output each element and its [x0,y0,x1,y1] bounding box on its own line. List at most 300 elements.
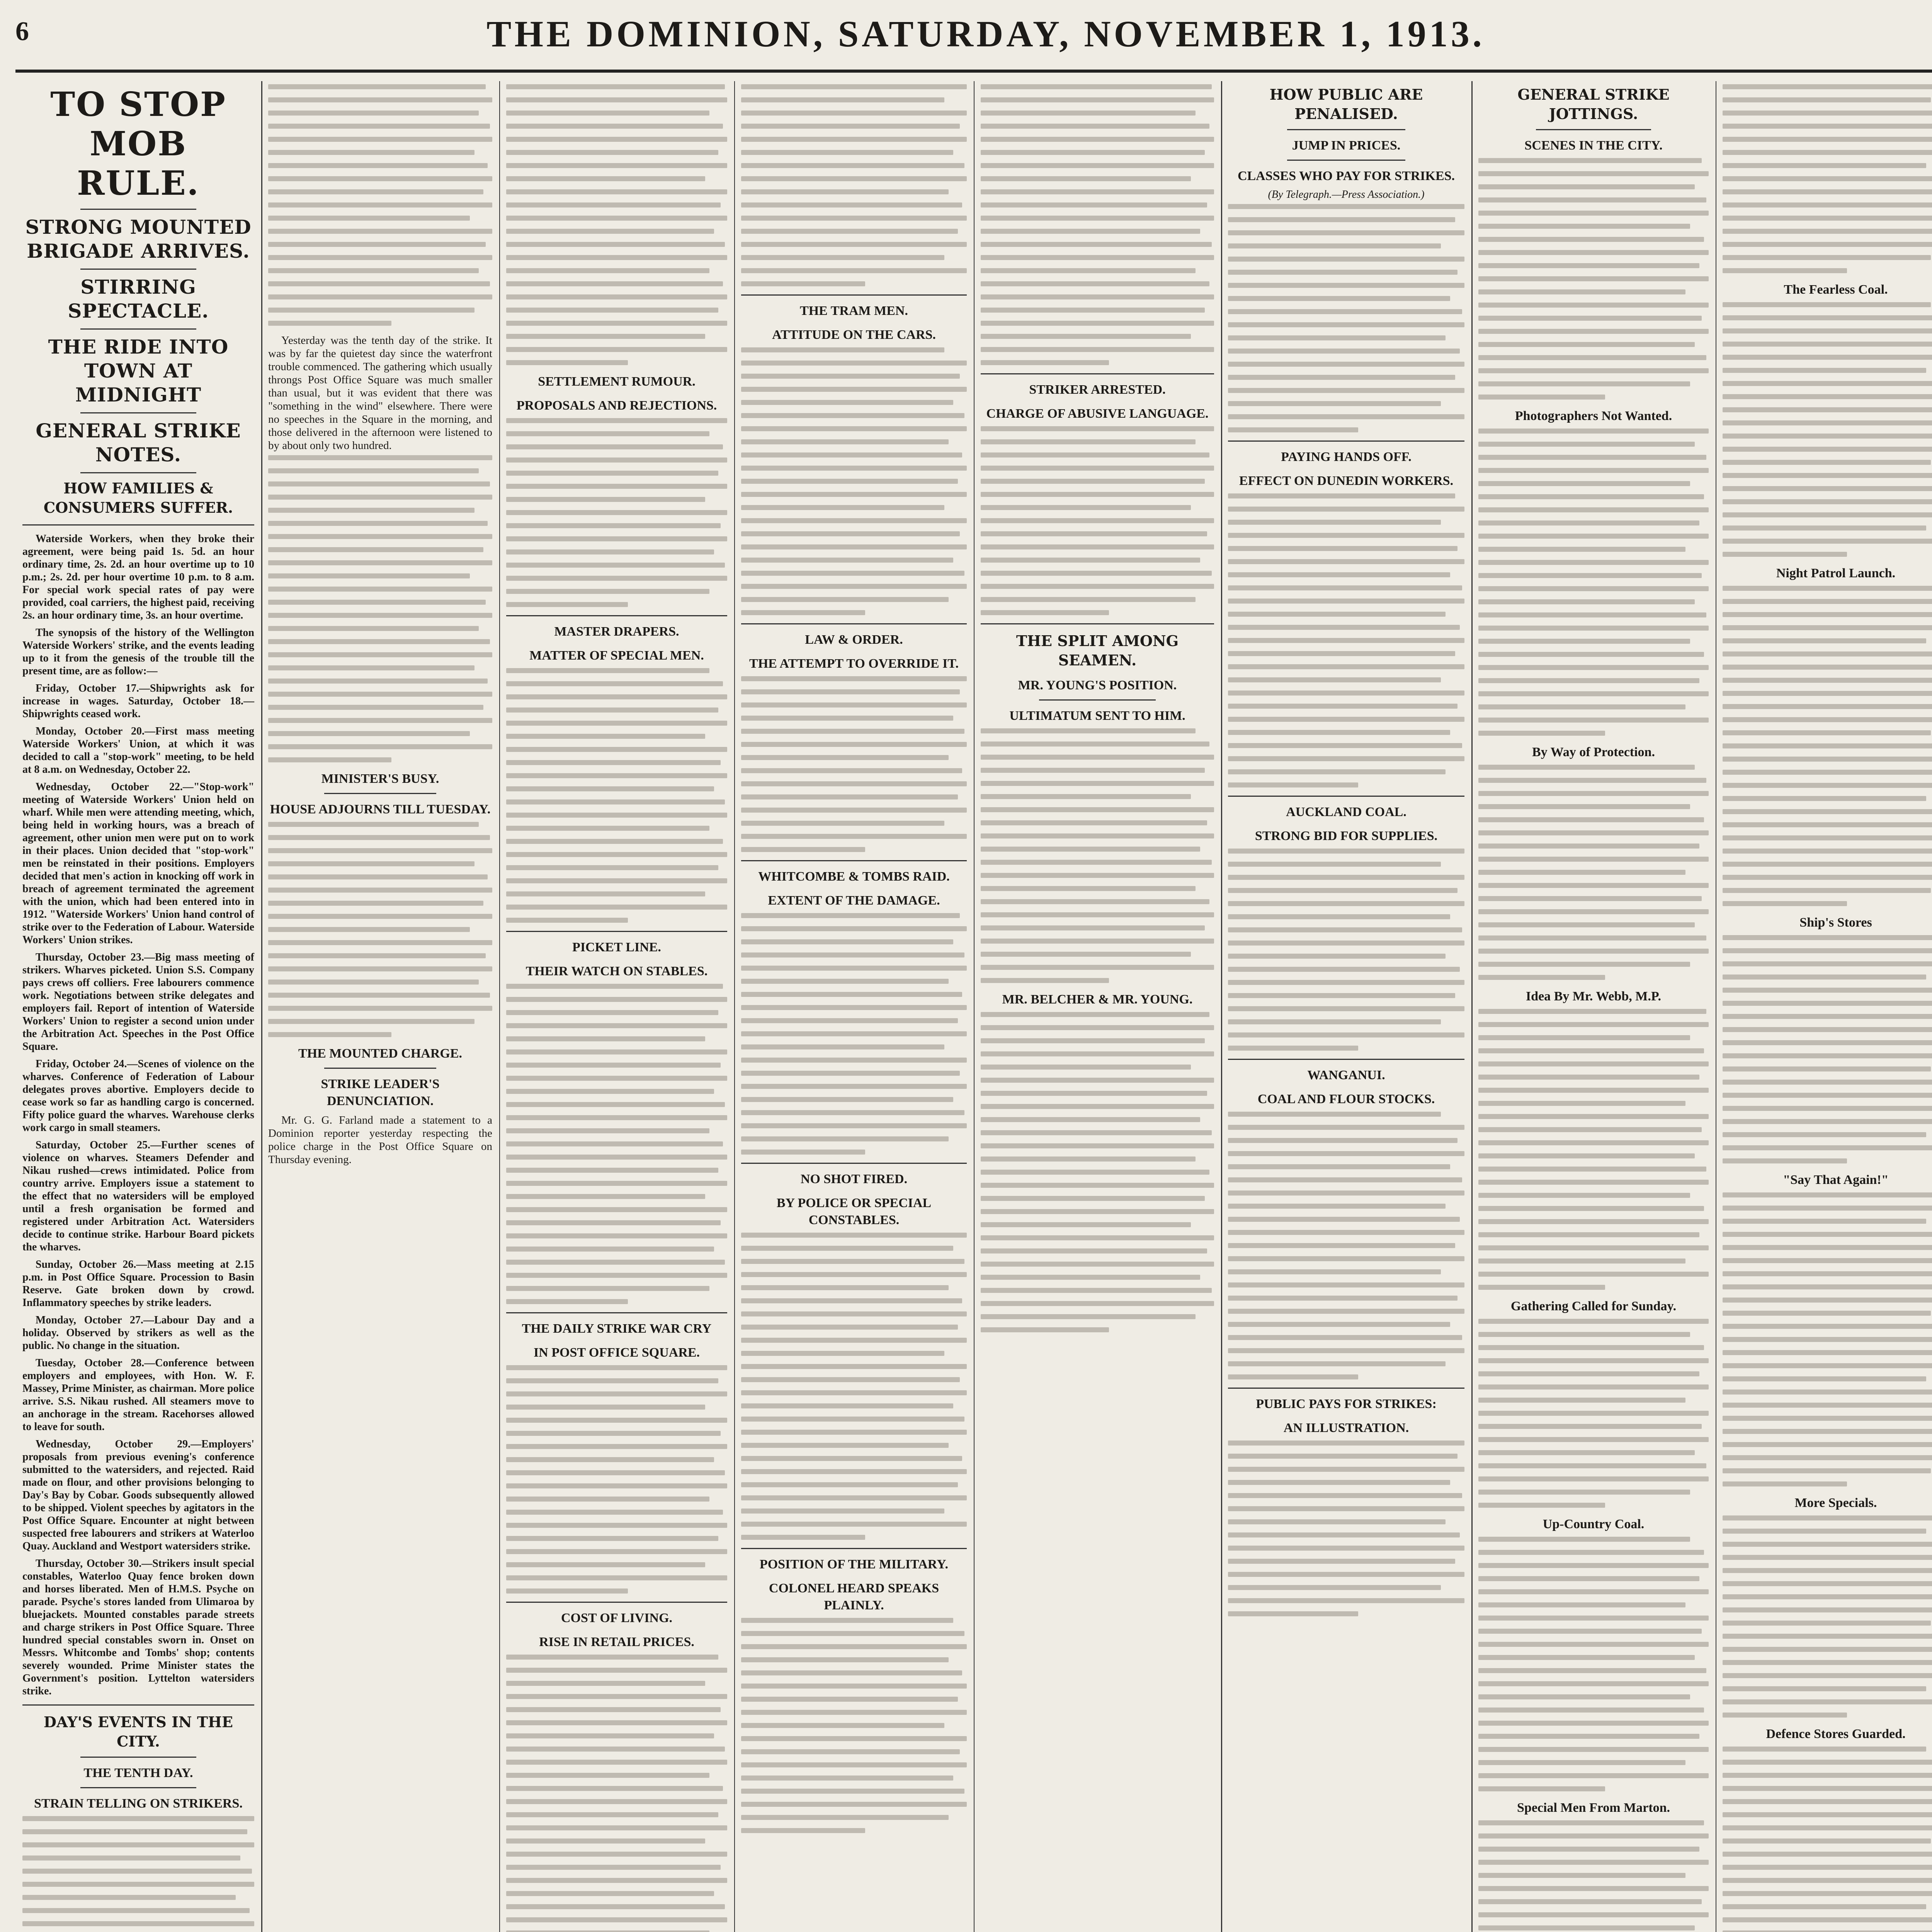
text-line [1723,625,1932,630]
text-line [981,1012,1209,1017]
text-line [1228,1467,1464,1472]
text-line [1228,862,1441,867]
text-line [1478,896,1702,901]
text-line [1228,349,1460,354]
text-line [741,913,960,918]
text-line [506,1141,723,1146]
text-line [1478,1734,1699,1739]
text-line [741,689,960,694]
text-line [268,242,486,247]
text-line [1228,756,1464,761]
text-line [981,965,1214,970]
text-line [1228,704,1458,709]
text-line [981,1065,1191,1070]
text-line [741,1097,953,1102]
text-line [506,150,718,155]
article-text [741,84,967,286]
text-line [981,1038,1205,1043]
text-line [506,1707,721,1712]
text-line [1478,1629,1702,1634]
text-line [1723,1673,1932,1678]
text-line [981,452,1209,457]
text-line [1478,468,1709,473]
article-text [506,418,727,607]
text-line [506,255,727,260]
text-line [981,334,1191,339]
subhead-ultimatum: ULTIMATUM SENT TO HIM. [1009,709,1185,723]
text-line [1478,975,1605,980]
text-line [1478,1022,1709,1027]
text-line [1723,1014,1932,1019]
text-line [741,1618,953,1623]
text-line [1723,822,1932,827]
text-line [741,505,944,510]
text-line [506,1575,727,1580]
text-line [506,1063,721,1068]
text-line [981,281,1209,286]
text-line [506,1207,727,1212]
text-line [1228,1611,1358,1616]
text-line [1478,1899,1702,1904]
headline-stop-mob-rule: TO STOP MOB RULE. [50,85,226,203]
text-line [22,1829,247,1834]
text-line [506,202,721,207]
text-line [741,1670,962,1675]
text-line [741,255,944,260]
text-line [268,202,492,207]
chronology-entry: Thursday, October 30.—Strikers insult special constables, Waterloo Quay fence broken down and horses liberated. Men of H.M.S. Psyche on parade. Psyche's stores landed from Ulimaroa by bluejackets. Mounted constables parade streets and charge strikers in Post Office Square. Three hundred special constables sworn in. Onset on Messrs. Whitcombe and Tombs' shop; contents severely wounded. Prime Minister states the Government's position. Lyttelton watersiders strike. [22,1558,254,1697]
text-line [1723,1904,1926,1909]
text-line [1478,791,1709,796]
text-line [22,1908,250,1913]
text-line [506,1930,709,1932]
article-text [1228,1440,1464,1616]
text-line [1228,388,1464,393]
text-line [1723,1001,1932,1006]
text-line [1723,1865,1932,1870]
text-line [1228,940,1464,946]
article-text [268,84,492,326]
text-line [741,347,944,352]
text-line [506,268,709,273]
text-line [1478,1127,1702,1132]
text-line [1478,1332,1690,1337]
text-line [268,111,479,116]
text-line [506,1220,721,1225]
text-line [741,1259,964,1264]
text-line [741,176,967,181]
text-line [1478,1206,1704,1211]
text-line [741,597,949,602]
text-line [506,124,723,129]
text-line [981,1051,1214,1056]
text-line [1723,1607,1932,1612]
text-line [981,610,1109,615]
text-line [1723,757,1932,762]
text-line [1228,296,1450,301]
text-line [1478,1140,1709,1145]
subhead-tram: THE TRAM MEN. [800,304,908,318]
text-line [1723,473,1932,478]
text-line [981,597,1196,602]
text-line [506,760,721,765]
text-line [1228,1348,1464,1353]
text-line [1478,1925,1695,1930]
text-line [741,531,960,536]
text-line [1723,1311,1931,1316]
text-line [1723,1555,1932,1560]
text-line [741,1123,967,1128]
text-line [1478,626,1709,631]
headline-split-seamen: THE SPLIT AMONG SEAMEN. [1016,632,1179,669]
text-line [268,268,479,273]
chronology-entry: Monday, October 27.—Labour Day and a holiday. Observed by strikers as well as the public. No change in the situation. [22,1314,254,1352]
text-line [1478,1602,1685,1607]
text-line [268,652,492,657]
text-line [741,1338,967,1343]
text-line [1723,651,1932,656]
text-line [506,1010,718,1015]
text-line [1228,625,1460,630]
text-line [981,479,1205,484]
text-line [1723,704,1932,709]
text-line [1723,1529,1926,1534]
text-line [22,1921,254,1926]
text-line [741,558,953,563]
text-line [1228,1493,1462,1498]
text-line [268,953,486,958]
article-text [1723,586,1932,906]
text-line [1478,1411,1709,1416]
text-line [268,84,486,89]
subhead-paying: PAYING HANDS OFF. [1281,450,1412,464]
text-line [506,1852,727,1857]
text-line [981,847,1200,852]
text-line [506,734,705,739]
intro-paragraph: Waterside Workers, when they broke their agreement, were being paid 1s. 5d. an hour ordinary time, 2s. 2d. an hour overtime up to 10 p.m.; 2s. 2d. per hour overtime 10 p.m. to 8 a.m. For special work special rates of pay were provided, coal carriers, the highest paid, receiving 2s. an hour ordinary time, 3s. an hour overtime. [22,533,254,621]
article-text [506,1655,727,1932]
text-line [1478,395,1605,400]
text-line [741,84,967,89]
text-line [1478,1285,1605,1290]
text-line [268,1019,474,1024]
headline-ride: THE RIDE INTO TOWN AT MIDNIGHT [48,335,229,406]
text-line [268,150,474,155]
text-line [1723,783,1932,788]
synopsis-paragraph: The synopsis of the history of the Wellington Waterside Workers' strike, and the events leading up to it from the genesis of the trouble till the present time, are as follow:— [22,627,254,677]
text-line [1228,690,1464,696]
text-line [268,255,492,260]
text-line [506,1694,727,1699]
text-line [268,835,490,840]
text-line [506,852,727,857]
article-paragraph: Mr. G. G. Farland made a statement to a Dominion reporter yesterday respecting the police charge in the Post Office Square on Thursday evening. [268,1114,492,1166]
text-line [741,1443,949,1448]
text-line [1478,1219,1709,1224]
text-line [1478,381,1690,386]
text-line [506,905,727,910]
text-line [268,1032,391,1037]
text-line [1723,1206,1932,1211]
text-line [506,163,727,168]
text-line [1228,1019,1441,1024]
text-line [506,865,718,870]
text-line [981,794,1191,799]
text-line [1478,1820,1704,1825]
text-line [506,418,727,423]
text-line [268,940,492,945]
text-line [268,481,490,486]
text-line [1723,1621,1931,1626]
chronology-entry: Wednesday, October 22.—"Stop-work" meeting of Waterside Workers' Union held on wharf. While men were attending meeting, which, being held in working hours, was a breach of agreement, other union men were put on to work in their places. Union decided that "stop-work" men be reinstated in their positions. Employers decided that men's action in knocking off work in breach of agreement terminated the agreement with the union, which had been entered into in 1912. "Waterside Workers' Union hand control of strike over to the Federation of Labour. Waterside Workers' Union strikes. [22,781,254,946]
subhead-striker-arrested: STRIKER ARRESTED. [1029,383,1166,397]
text-line [981,518,1214,523]
text-line [1723,961,1932,966]
text-line [1478,263,1699,268]
text-line [1228,730,1450,735]
text-line [741,1644,967,1649]
subhead-wanganui: WANGANUI. [1307,1068,1385,1082]
text-line [506,1076,727,1081]
text-line [506,1825,727,1830]
text-line [1478,158,1702,163]
text-line [1478,1655,1695,1660]
text-line [1478,1642,1709,1647]
text-line [506,1286,709,1291]
text-line [1723,255,1931,260]
text-line [1723,1132,1926,1137]
text-line [506,1102,725,1107]
text-line [1478,494,1704,499]
text-line [1723,460,1931,465]
text-line [1723,1027,1932,1032]
text-line [506,747,727,752]
text-line [981,1235,1214,1240]
text-line [506,1733,714,1738]
text-line [268,321,391,326]
text-line [1228,204,1464,209]
text-line [981,873,1214,878]
text-line [741,400,953,405]
text-line [1478,1912,1709,1917]
text-line [741,821,944,826]
article-text [1478,1537,1709,1791]
text-line [268,757,391,762]
text-line [1228,769,1446,774]
text-line [1228,243,1441,248]
text-line [506,1497,709,1502]
subhead-classes: CLASSES WHO PAY FOR STRIKES. [1237,169,1455,183]
text-line [1478,455,1706,460]
text-line [741,992,962,997]
text-line [1723,1040,1932,1045]
subhead-square: IN POST OFFICE SQUARE. [533,1345,700,1360]
text-line [1228,520,1441,525]
text-line [1478,830,1709,835]
subhead-police: BY POLICE OR SPECIAL CONSTABLES. [776,1196,932,1227]
text-line [506,97,727,102]
text-line [741,584,967,589]
text-line [981,531,1207,536]
text-line [741,387,967,392]
text-line [1228,1361,1446,1366]
text-line [981,255,1214,260]
text-line [741,1233,967,1238]
text-line [506,799,725,804]
text-line [506,137,727,142]
text-line [1723,1481,1847,1486]
text-line [1723,499,1932,504]
text-line [1228,1256,1464,1261]
text-line [1478,1503,1605,1508]
subhead-settlement: SETTLEMENT RUMOUR. [538,374,696,389]
text-line [1723,1917,1932,1922]
text-line [1478,342,1695,347]
text-line [1228,414,1464,419]
text-line [1478,1384,1709,1389]
text-line [981,189,1214,194]
text-line [506,549,714,554]
page-number: 6 [15,17,29,46]
column-5 [974,81,1221,1932]
subhead-illustration: AN ILLUSTRATION. [1283,1421,1409,1435]
text-line [506,1299,628,1304]
text-line [506,536,727,541]
text-line [981,860,1212,865]
text-line [1723,1158,1847,1163]
text-line [1723,1429,1932,1434]
text-line [268,534,492,539]
text-line [1478,197,1706,202]
text-line [506,1418,727,1423]
article-text [1723,1747,1932,1932]
text-line [1723,901,1847,906]
text-line [1723,1568,1932,1573]
text-line [981,426,1214,431]
text-line [1723,1878,1932,1883]
text-line [506,229,714,234]
subhead-proposals: PROPOSALS AND REJECTIONS. [516,398,717,413]
subhead-prices: RISE IN RETAIL PRICES. [539,1635,694,1649]
text-line [268,560,492,565]
jotting-heading: Photographers Not Wanted. [1515,409,1672,423]
text-line [1228,875,1464,880]
text-line [268,281,490,286]
text-line [981,571,1212,576]
text-line [981,347,1214,352]
jotting-heading: "Say That Again!" [1783,1173,1889,1187]
text-line [268,679,488,684]
text-line [981,84,1212,89]
jotting-heading: Defence Stores Guarded. [1766,1727,1906,1741]
text-line [506,1549,727,1554]
text-line [506,1917,727,1922]
text-line [1723,407,1932,412]
text-line [741,1136,949,1141]
text-line [1723,84,1932,89]
text-line [1723,1891,1932,1896]
text-line [506,1181,727,1186]
text-line [981,505,1191,510]
text-line [1228,1572,1464,1577]
article-text [1723,935,1932,1163]
text-line [1723,935,1932,940]
text-line [1723,1699,1932,1704]
article-text [981,1012,1214,1332]
text-line [1228,888,1458,893]
text-line [268,993,490,998]
text-line [1478,442,1695,447]
text-line [506,1812,718,1817]
text-line [1228,1032,1464,1037]
text-line [741,1390,967,1395]
text-line [981,1183,1214,1188]
text-line [741,768,962,773]
subhead-mounted-charge: THE MOUNTED CHARGE. [298,1046,463,1061]
text-line [1478,1088,1709,1093]
text-line [22,1855,240,1861]
text-line [1478,1232,1699,1237]
text-line [506,347,727,352]
text-line [1723,137,1932,142]
text-line [506,694,727,699]
subhead-strain: STRAIN TELLING ON STRIKERS. [34,1796,243,1811]
article-text [981,84,1214,365]
text-line [741,216,967,221]
text-line [506,510,727,515]
text-line [1723,1930,1932,1932]
text-line [1723,875,1932,880]
text-line [1478,1180,1709,1185]
text-line [1723,835,1932,840]
text-line [741,1044,944,1049]
text-line [1228,1519,1446,1524]
text-line [1723,1258,1932,1263]
text-line [1478,1193,1690,1198]
text-line [741,702,967,707]
text-line [1723,849,1932,854]
masthead [15,9,1932,66]
column-3 [499,81,734,1932]
text-line [268,308,474,313]
article-text [1228,849,1464,1051]
text-line [506,589,709,594]
text-line [268,176,492,181]
text-line [981,952,1191,957]
text-line [1723,1825,1932,1830]
text-line [1228,283,1464,288]
text-line [1723,229,1932,234]
text-line [1723,97,1931,102]
article-text [1228,493,1464,787]
text-line [1228,612,1446,617]
text-line [268,468,479,473]
text-line [741,1084,967,1089]
text-line [741,1110,964,1115]
text-line [506,1668,727,1673]
text-line [506,707,718,713]
text-line [1478,1833,1709,1838]
text-line [1478,909,1709,914]
column-8 [1716,81,1932,1932]
text-line [741,1815,949,1820]
text-line [1723,730,1931,735]
text-line [268,455,492,460]
text-line [1228,559,1464,564]
text-line [741,1749,960,1754]
text-line [741,111,967,116]
text-line [1478,1886,1709,1891]
